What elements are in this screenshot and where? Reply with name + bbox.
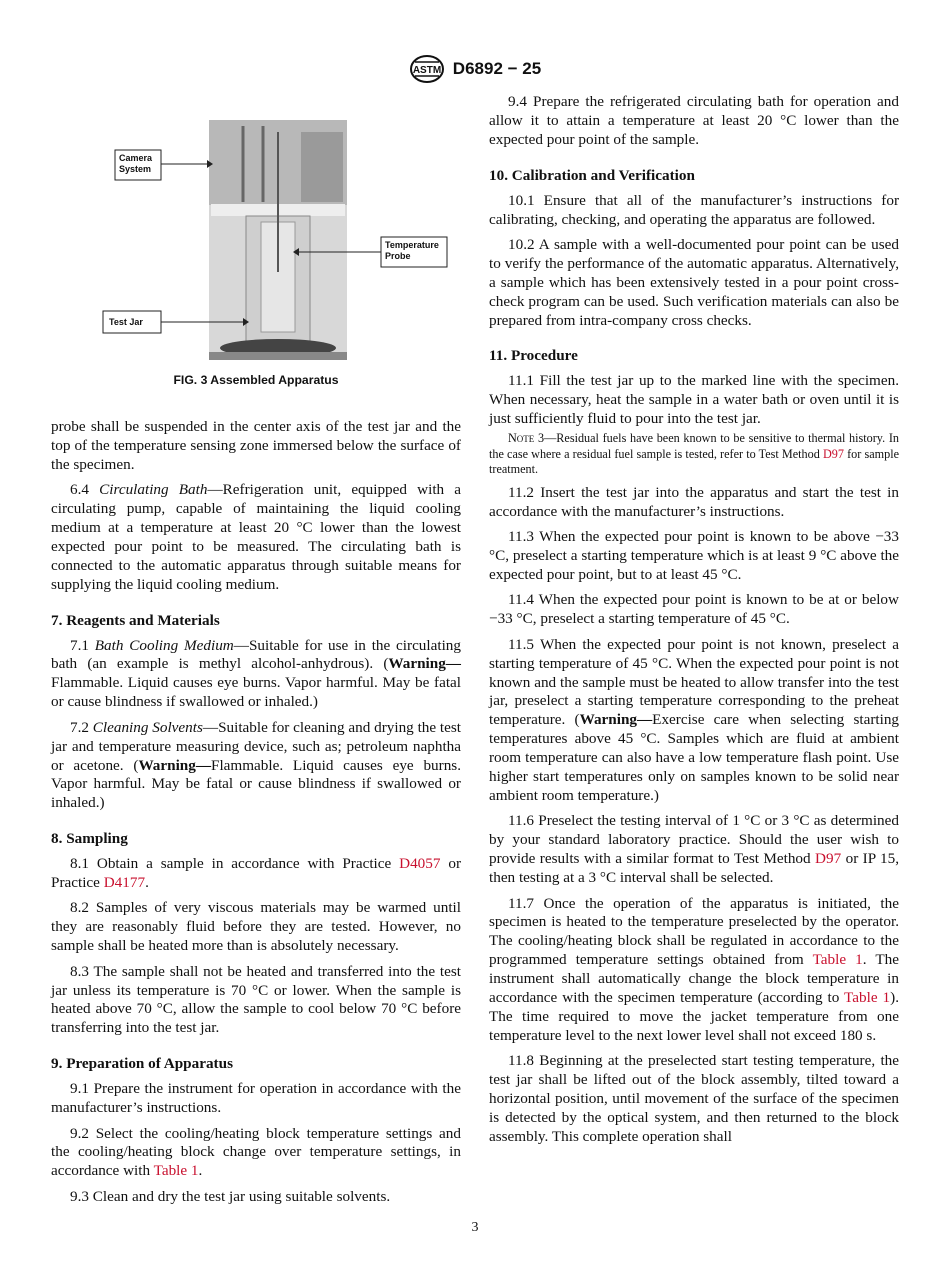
paragraph-10-1: 10.1 Ensure that all of the manufacturer’s instructions for calibrating, checking, and operating the apparatus are followed. <box>489 191 899 228</box>
section-10-heading: 10. Calibration and Verification <box>489 166 695 184</box>
section-8-heading: 8. Sampling <box>51 830 128 848</box>
paragraph-8-1: 8.1 Obtain a sample in accordance with Practice D4057 or Practice D4177. <box>51 855 461 892</box>
svg-text:Temperature: Temperature <box>385 240 439 250</box>
paragraph-9-3: 9.3 Clean and dry the test jar using suitable solvents. <box>70 1187 391 1205</box>
paragraph-8-3: 8.3 The sample shall not be heated and transferred into the test jar unless its temperature is 70 °C or lower. When the sample is heated above 70 °C, allow the sample to cool below 70 °C before transferring into the test jar. <box>51 962 461 1037</box>
paragraph-6-4: 6.4 Circulating Bath—Refrigeration unit, equipped with a circulating pump, capable of maintaining the liquid cooling medium at a temperature at least 20 °C lower than the lowest expected pour point to be measured. The circulating bath is connected to the automatic apparatus through suitable means for supplying the liquid cooling medium. <box>51 481 462 593</box>
apparatus-photo <box>51 112 461 392</box>
paragraph-9-4: 9.4 Prepare the refrigerated circulating bath for operation and allow it to attain a temperature at least 20 °C lower than the expected pour point of the sample. <box>489 93 899 148</box>
section-7-heading: 7. Reagents and Materials <box>51 611 220 629</box>
page-header <box>0 54 950 84</box>
paragraph-11-2: 11.2 Insert the test jar into the apparatus and start the test in accordance with the manufacturer’s instructions. <box>489 483 899 520</box>
svg-text:System: System <box>119 164 152 174</box>
figure-assembled-apparatus <box>51 112 461 392</box>
paragraph-6-3-cont: probe shall be suspended in the center axis of the test jar and the top of the temperature sensing zone immersed below the surface of the specimen. <box>51 418 461 473</box>
document-id: D6892 − 25 <box>452 59 542 78</box>
paragraph-10-2: 10.2 A sample with a well-documented pour point can be used to verify the performance of the automatic apparatus. Alternatively, a sample which has been extensively tested in a pour point cross-check program can be used. Such verification materials can also be prepared from intra-company cross checks. <box>489 235 899 329</box>
figure-caption: FIG. 3 Assembled Apparatus <box>173 373 339 387</box>
svg-text:Test Jar: Test Jar <box>109 317 143 327</box>
paragraph-11-4: 11.4 When the expected pour point is known to be at or below −33 °C, preselect a starting temperature of 45 °C. <box>489 591 899 628</box>
paragraph-11-8: 11.8 Beginning at the preselected start testing temperature, the test jar shall be lifted out of the block assembly, tilted toward a horizontal position, until movement of the surface of the specimen is detected by the optical system, and then returned to the block assembly. This complete operation shall <box>489 1052 899 1145</box>
link-table-1[interactable]: Table 1 <box>844 989 891 1007</box>
paragraph-11-7: 11.7 Once the operation of the apparatus is initiated, the specimen is heated to the temperature preselected by the operator. The cooling/heating block shall be regulated in accordance to the programmed temperature settings obtained from Table 1. The instrument shall automatically change the block temperature in accordance with the specimen temperature (according to Table 1). The time required to move the jacket temperature from one temperature level to the next lower level shall not exceed 180 s. <box>489 894 899 1044</box>
paragraph-7-2: 7.2 Cleaning Solvents—Suitable for cleaning and drying the test jar and temperature measuring device, such as; petroleum naphtha or acetone. (Warning—Flammable. Liquid causes eye burns. Vapor harmful. May be fatal or cause blindness if swallowed or inhaled.) <box>51 718 462 812</box>
paragraph-11-6: 11.6 Preselect the testing interval of 1 °C or 3 °C as determined by your standard laboratory practice. Should the user wish to provide results with a similar format to Test Method D97 or IP 15, then testing at a 3 °C interval shall be selected. <box>489 812 899 887</box>
paragraph-9-2: 9.2 Select the cooling/heating block temperature settings and the cooling/heating block change over temperature settings, in accordance with Table 1. <box>51 1124 461 1180</box>
left-column <box>51 418 461 1213</box>
link-d4177[interactable]: D4177 <box>103 874 146 892</box>
link-table-1[interactable]: Table 1 <box>153 1162 199 1180</box>
svg-text:Probe: Probe <box>385 251 411 261</box>
section-9-heading: 9. Preparation of Apparatus <box>51 1055 233 1073</box>
paragraph-11-1: 11.1 Fill the test jar up to the marked line with the specimen. When necessary, heat the sample in a water bath or oven until it is just sufficiently fluid to pour into the test jar. <box>489 372 899 428</box>
link-d97[interactable]: D97 <box>815 850 842 868</box>
svg-text:ASTM: ASTM <box>412 65 441 76</box>
link-table-1[interactable]: Table 1 <box>812 951 863 969</box>
svg-text:Camera: Camera <box>119 153 153 163</box>
paragraph-8-2: 8.2 Samples of very viscous materials may be warmed until they are reasonably fluid before they are tested. However, no sample shall be heated more than is absolutely necessary. <box>51 899 461 955</box>
astm-logo-icon <box>409 54 445 84</box>
paragraph-9-1: 9.1 Prepare the instrument for operation in accordance with the manufacturer’s instructions. <box>51 1080 461 1117</box>
section-11-heading: 11. Procedure <box>489 347 578 365</box>
paragraph-11-3: 11.3 When the expected pour point is known to be above −33 °C, preselect a starting temperature which is at least 9 °C above the expected pour point, but to at least 45 °C. <box>489 528 899 583</box>
right-column <box>489 93 899 1153</box>
link-d97[interactable]: D97 <box>822 446 844 461</box>
page-number: 3 <box>471 1220 479 1235</box>
link-d4057[interactable]: D4057 <box>399 855 441 873</box>
note-3: Note 3—Residual fuels have been known to be sensitive to thermal history. In the case where a residual fuel sample is tested, refer to Test Method D97 for sample treatment. <box>489 431 900 477</box>
paragraph-11-5: 11.5 When the expected pour point is not known, preselect a starting temperature of 45 °C. When the expected pour point is not known and the sample must be heated to allow transfer into the test jar, preselect a starting temperature corresponding to the preheat temperature. (Warning—Exercise care when selecting starting temperatures above 45 °C. Samples which are fluid at ambient room temperature can also have a low temperature flash point. Use higher start temperatures only on samples known to be solid near ambient room temperature.) <box>489 635 900 804</box>
paragraph-7-1: 7.1 Bath Cooling Medium—Suitable for use in the circulating bath (an example is methyl alcohol-anhydrous). (Warning—Flammable. Liquid causes eye burns. Vapor harmful. May be fatal or cause blindness if swallowed or inhaled.) <box>51 636 461 711</box>
